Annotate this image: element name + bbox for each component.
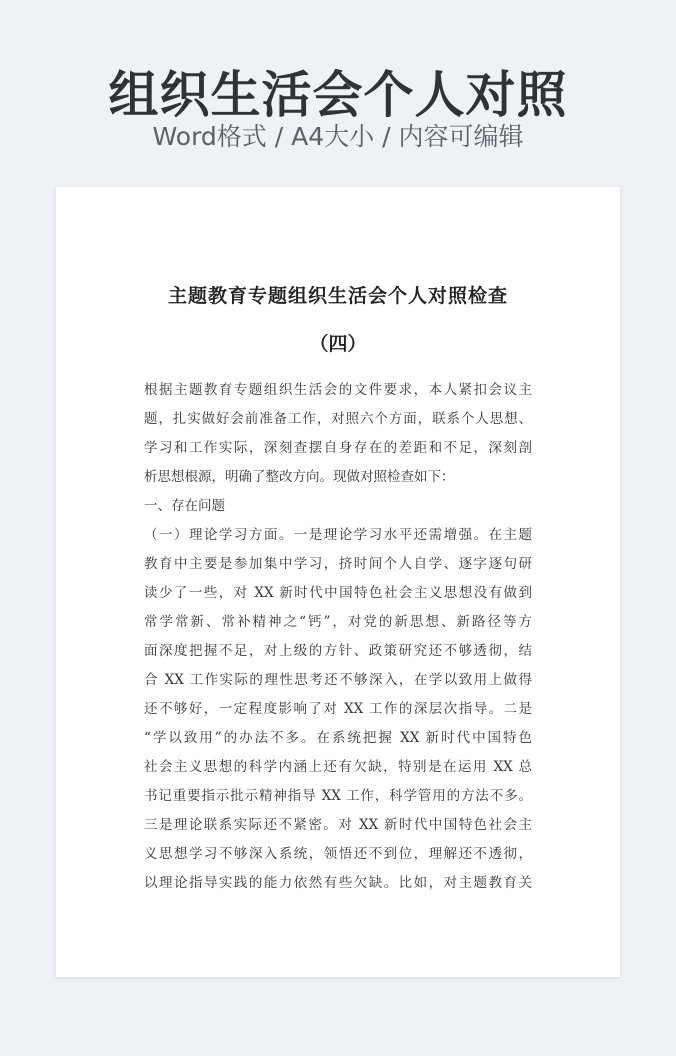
body-line: 书记重要指示批示精神指导 XX 工作，科学管用的方法不多。 [144, 788, 532, 804]
banner-subtitle: Word格式 / A4大小 / 内容可编辑 [152, 122, 524, 151]
body-line: （一）理论学习方面。一是理论学习水平还需增强。在主题 [144, 527, 532, 543]
body-line: 义思想学习不够深入系统，领悟还不到位，理解还不透彻， [144, 846, 532, 862]
section-heading: 一、存在问题 [144, 498, 225, 514]
body-line: 常学常新、常补精神之“钙”，对党的新思想、新路径等方 [144, 614, 532, 630]
body-line: 读少了一些，对 XX 新时代中国特色社会主义思想没有做到 [144, 585, 532, 601]
body-line: 社会主义思想的科学内涵上还有欠缺，特别是在运用 XX 总 [144, 759, 532, 775]
body-line: “学以致用”的办法不多。在系统把握 XX 新时代中国特色 [144, 730, 532, 746]
body-line: 根据主题教育专题组织生活会的文件要求，本人紧扣会议主 [144, 382, 532, 398]
body-line: 还不够好，一定程度影响了对 XX 工作的深层次指导。二是 [144, 701, 532, 717]
document-title: 主题教育专题组织生活会个人对照检查 [167, 285, 508, 307]
banner-title: 组织生活会个人对照 [108, 66, 568, 124]
body-line: 题，扎实做好会前准备工作，对照六个方面，联系个人思想、 [144, 411, 532, 427]
document-body [144, 376, 532, 898]
body-line: 教育中主要是参加集中学习，挤时间个人自学、逐字逐句研 [144, 556, 532, 572]
body-line: 以理论指导实践的能力依然有些欠缺。比如，对主题教育关 [144, 875, 532, 891]
body-line: 面深度把握不足，对上级的方针、政策研究还不够透彻，结 [144, 643, 532, 659]
body-line: 三是理论联系实际还不紧密。对 XX 新时代中国特色社会主 [144, 817, 532, 833]
document-subtitle: （四） [309, 333, 367, 355]
body-line: 析思想根源，明确了整改方向。现做对照检查如下： [144, 469, 455, 485]
body-line: 合 XX 工作实际的理性思考还不够深入，在学以致用上做得 [144, 672, 532, 688]
document-page [56, 187, 620, 977]
body-line: 学习和工作实际，深刻查摆自身存在的差距和不足，深刻剖 [144, 440, 532, 456]
